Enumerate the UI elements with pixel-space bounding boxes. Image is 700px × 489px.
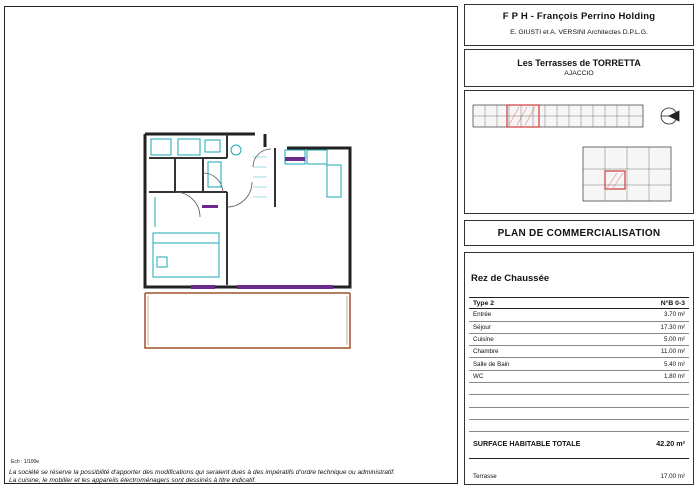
apartment-type: Type 2 xyxy=(473,299,495,307)
room-area: 17.30 m² xyxy=(660,323,685,331)
room-name: Entrée xyxy=(473,311,492,319)
room-name: Cuisine xyxy=(473,336,494,344)
lot-number: N°B 0-3 xyxy=(660,299,685,307)
room-area: 1.80 m² xyxy=(664,372,685,380)
document-title-box xyxy=(464,220,694,246)
floor-plan-panel xyxy=(4,6,458,484)
room-name: WC xyxy=(473,372,484,380)
document-title: PLAN DE COMMERCIALISATION xyxy=(497,228,661,239)
room-name: Chambre xyxy=(473,348,499,356)
table-row xyxy=(469,358,689,370)
table-row-empty xyxy=(469,383,689,395)
key-plan xyxy=(464,90,694,214)
terrace-label: Terrasse xyxy=(473,473,497,480)
room-name: Séjour xyxy=(473,323,491,331)
rooms-grid xyxy=(469,297,689,432)
room-area: 5.40 m² xyxy=(664,360,685,368)
table-row xyxy=(469,309,689,321)
disclaimer xyxy=(9,469,461,485)
scale-label: Ech : 1/100e xyxy=(11,459,40,465)
total-row xyxy=(469,439,689,448)
company-header xyxy=(464,4,694,46)
table-row-empty xyxy=(469,395,689,407)
level-label: Rez de Chaussée xyxy=(471,273,550,284)
north-arrow-icon xyxy=(661,108,679,124)
project-city: AJACCIO xyxy=(564,70,594,77)
room-area: 5.00 m² xyxy=(664,336,685,344)
table-row xyxy=(469,334,689,346)
apartment-floor-plan xyxy=(5,7,457,453)
terrace-value: 17.00 m² xyxy=(660,473,685,480)
company-name: F P H - François Perrino Holding xyxy=(502,11,656,22)
key-plan-drawing xyxy=(465,91,693,213)
table-row-empty xyxy=(469,408,689,420)
surface-table xyxy=(464,252,694,485)
table-header-row xyxy=(469,297,689,309)
project-name: Les Terrasses de TORRETTA xyxy=(517,58,641,68)
table-row xyxy=(469,371,689,383)
room-area: 3.70 m² xyxy=(664,311,685,319)
terrace-row xyxy=(469,458,689,482)
total-label: SURFACE HABITABLE TOTALE xyxy=(473,439,581,448)
room-name: Salle de Bain xyxy=(473,360,510,368)
project-header xyxy=(464,49,694,87)
disclaimer-line-1: La société se réserve la possibilité d'apporter des modifications qui seraient dues à des impératifs d'ordre technique ou administratif. xyxy=(9,469,395,476)
room-area: 11.00 m² xyxy=(661,348,685,356)
architects-name: E. GIUSTI et A. VERSINI Architectes D.P.L.G. xyxy=(510,29,648,36)
table-row-empty xyxy=(469,420,689,432)
table-row xyxy=(469,346,689,358)
disclaimer-line-2: La cuisine, le mobilier et les appareils électroménagers sont dessinés à titre indicatif. xyxy=(9,477,257,484)
total-value: 42.20 m² xyxy=(656,439,685,448)
table-row xyxy=(469,322,689,334)
